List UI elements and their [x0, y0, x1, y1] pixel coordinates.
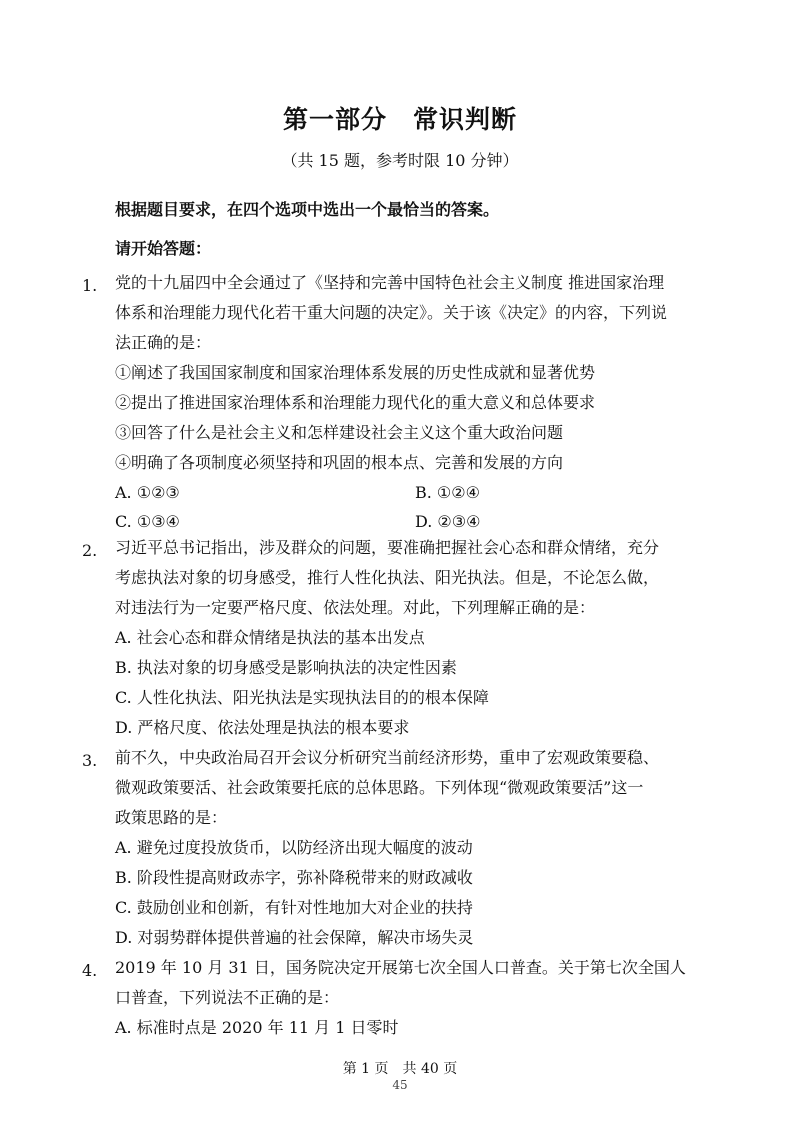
- stem-line: 对违法行为一定要严格尺度、依法处理。对此，下列理解正确的是：: [115, 598, 596, 617]
- answer-options: [115, 623, 722, 743]
- section-subtitle: （共 15 题，参考时限 10 分钟）: [281, 151, 519, 170]
- instruction-text: 根据题目要求，在四个选项中选出一个最恰当的答案。: [115, 200, 500, 219]
- stem-line: 前不久，中央政治局召开会议分析研究当前经济形势，重申了宏观政策要稳、: [115, 748, 660, 767]
- option-b: B. 执法对象的切身感受是影响执法的决定性因素: [115, 658, 457, 677]
- question-4: [82, 953, 722, 1043]
- stem-line: 口普查，下列说法不正确的是：: [115, 988, 340, 1007]
- question-number: 2.: [82, 541, 98, 560]
- option-a: A. 社会心态和群众情绪是执法的基本出发点: [115, 628, 425, 647]
- option-a: A. ①②③: [115, 483, 180, 502]
- question-1: [82, 268, 722, 536]
- stem-line: 2019 年 10 月 31 日，国务院决定开展第七次全国人口普查。关于第七次全国人: [115, 958, 686, 977]
- question-number: 3.: [82, 751, 98, 770]
- question-stem: [115, 953, 722, 1013]
- stem-line: 体系和治理能力现代化若干重大问题的决定》。关于该《决定》的内容，下列说: [115, 303, 668, 322]
- answer-options: [115, 833, 722, 953]
- start-prompt: 请开始答题：: [115, 239, 212, 258]
- stem-line: 微观政策要活、社会政策要托底的总体思路。下列体现“微观政策要活”这一: [115, 778, 644, 797]
- option-c: C. 人性化执法、阳光执法是实现执法目的的根本保障: [115, 688, 489, 707]
- answer-options: [115, 478, 722, 536]
- question-stem: [115, 743, 722, 833]
- page-footer: 第 1 页 共 40 页: [342, 1061, 458, 1077]
- section-title: 第一部分 常识判断: [282, 105, 517, 134]
- option-d: D. ②③④: [415, 512, 481, 531]
- question-3: [82, 743, 722, 953]
- stem-line: 法正确的是：: [115, 333, 212, 352]
- option-d: D. 严格尺度、依法处理是执法的根本要求: [115, 718, 410, 737]
- page-number: 45: [392, 1078, 408, 1092]
- option-b: B. ①②④: [415, 483, 480, 502]
- question-stem: [115, 533, 722, 623]
- question-2: [82, 533, 722, 743]
- question-number: 1.: [82, 276, 98, 295]
- option-a: A. 避免过度投放货币，以防经济出现大幅度的波动: [115, 838, 473, 857]
- statement-1: ①阐述了我国国家制度和国家治理体系发展的历史性成就和显著优势: [115, 363, 596, 382]
- option-a: A. 标准时点是 2020 年 11 月 1 日零时: [115, 1018, 399, 1037]
- option-b: B. 阶段性提高财政赤字，弥补降税带来的财政减收: [115, 868, 473, 887]
- option-d: D. 对弱势群体提供普遍的社会保障，解决市场失灵: [115, 928, 474, 947]
- stem-line: 政策思路的是：: [115, 808, 228, 827]
- statement-3: ③回答了什么是社会主义和怎样建设社会主义这个重大政治问题: [115, 423, 564, 442]
- option-c: C. 鼓励创业和创新，有针对性地加大对企业的扶持: [115, 898, 473, 917]
- statement-4: ④明确了各项制度必须坚持和巩固的根本点、完善和发展的方向: [115, 453, 564, 472]
- question-stem: [115, 268, 722, 478]
- question-number: 4.: [82, 961, 98, 980]
- stem-line: 习近平总书记指出，涉及群众的问题，要准确把握社会心态和群众情绪，充分: [115, 538, 660, 557]
- stem-line: 考虑执法对象的切身感受，推行人性化执法、阳光执法。但是，不论怎么做，: [115, 568, 660, 587]
- stem-line: 党的十九届四中全会通过了《坚持和完善中国特色社会主义制度 推进国家治理: [115, 273, 665, 292]
- option-c: C. ①③④: [115, 512, 180, 531]
- statement-2: ②提出了推进国家治理体系和治理能力现代化的重大意义和总体要求: [115, 393, 596, 412]
- answer-options: [115, 1013, 722, 1043]
